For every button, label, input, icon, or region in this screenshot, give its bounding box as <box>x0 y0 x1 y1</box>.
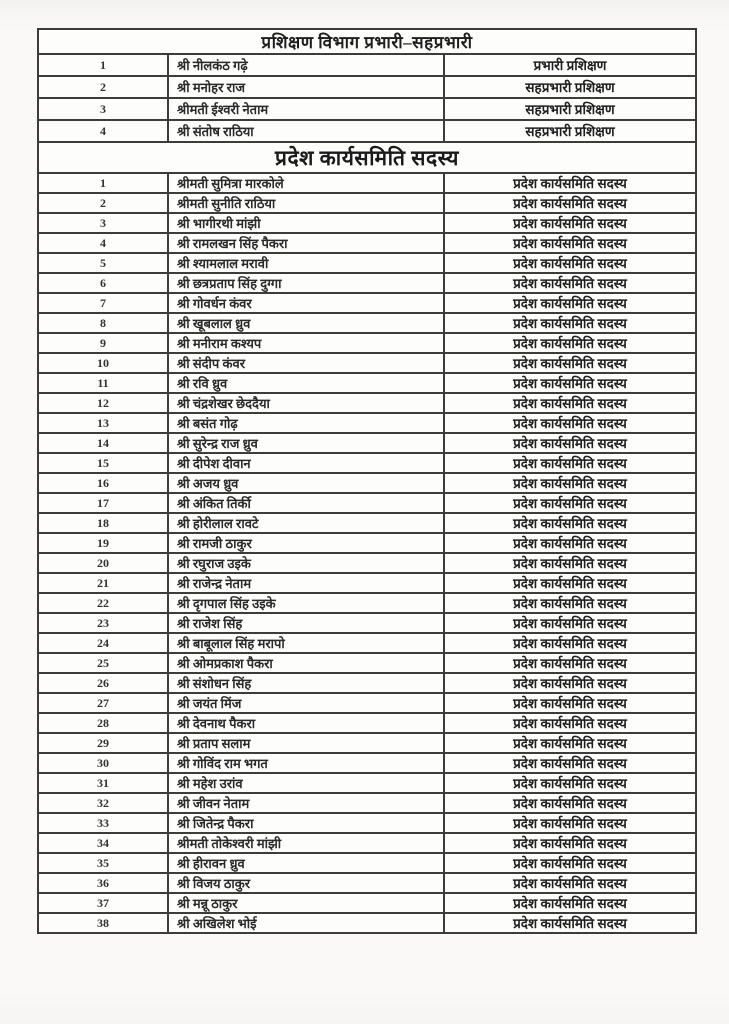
member-name: श्री खूबलाल ध्रुव <box>168 313 444 333</box>
serial-number: 3 <box>38 98 168 120</box>
serial-number: 38 <box>38 913 168 933</box>
member-name: श्री चंद्रशेखर छेददैया <box>168 393 444 413</box>
member-role: प्रदेश कार्यसमिति सदस्य <box>444 533 696 553</box>
member-role: प्रदेश कार्यसमिति सदस्य <box>444 653 696 673</box>
member-name: श्री संशोधन सिंह <box>168 673 444 693</box>
member-role: प्रदेश कार्यसमिति सदस्य <box>444 493 696 513</box>
table-row <box>38 313 696 333</box>
member-name: श्री भागीरथी मांझी <box>168 213 444 233</box>
serial-number: 8 <box>38 313 168 333</box>
member-name: श्री विजय ठाकुर <box>168 873 444 893</box>
member-name: श्री अंकित तिर्की <box>168 493 444 513</box>
member-name: श्री जयंत मिंज <box>168 693 444 713</box>
member-name: श्री होरीलाल रावटे <box>168 513 444 533</box>
serial-number: 2 <box>38 76 168 98</box>
member-name: श्री देवनाथ पैकरा <box>168 713 444 733</box>
serial-number: 20 <box>38 553 168 573</box>
serial-number: 11 <box>38 373 168 393</box>
roster-table <box>37 28 697 934</box>
serial-number: 3 <box>38 213 168 233</box>
member-name: श्री रवि ध्रुव <box>168 373 444 393</box>
member-name: श्री हीरावन ध्रुव <box>168 853 444 873</box>
table-row <box>38 893 696 913</box>
member-role: प्रदेश कार्यसमिति सदस्य <box>444 193 696 213</box>
table-row <box>38 98 696 120</box>
section1-header-row <box>38 29 696 54</box>
member-name: श्रीमती तोकेश्वरी मांझी <box>168 833 444 853</box>
member-name: श्री रामजी ठाकुर <box>168 533 444 553</box>
serial-number: 12 <box>38 393 168 413</box>
table-row <box>38 293 696 313</box>
table-row <box>38 533 696 553</box>
member-name: श्री ओमप्रकाश पैकरा <box>168 653 444 673</box>
section2-title: प्रदेश कार्यसमिति सदस्य <box>38 142 696 173</box>
member-role: प्रदेश कार्यसमिति सदस्य <box>444 793 696 813</box>
serial-number: 6 <box>38 273 168 293</box>
table-row <box>38 333 696 353</box>
member-name: श्री प्रताप सलाम <box>168 733 444 753</box>
serial-number: 35 <box>38 853 168 873</box>
member-role: प्रदेश कार्यसमिति सदस्य <box>444 393 696 413</box>
member-role: सहप्रभारी प्रशिक्षण <box>444 98 696 120</box>
table-row <box>38 553 696 573</box>
member-role: प्रदेश कार्यसमिति सदस्य <box>444 293 696 313</box>
member-name: श्री जीवन नेताम <box>168 793 444 813</box>
serial-number: 36 <box>38 873 168 893</box>
member-name: श्री रघुराज उइके <box>168 553 444 573</box>
member-role: प्रदेश कार्यसमिति सदस्य <box>444 173 696 193</box>
member-name: श्रीमती ईश्वरी नेताम <box>168 98 444 120</box>
serial-number: 22 <box>38 593 168 613</box>
member-role: प्रदेश कार्यसमिति सदस्य <box>444 573 696 593</box>
table-row <box>38 373 696 393</box>
serial-number: 21 <box>38 573 168 593</box>
member-role: प्रदेश कार्यसमिति सदस्य <box>444 753 696 773</box>
member-role: प्रदेश कार्यसमिति सदस्य <box>444 313 696 333</box>
member-role: प्रदेश कार्यसमिति सदस्य <box>444 513 696 533</box>
member-role: प्रदेश कार्यसमिति सदस्य <box>444 913 696 933</box>
member-role: प्रदेश कार्यसमिति सदस्य <box>444 853 696 873</box>
member-name: श्री राजेन्द्र नेताम <box>168 573 444 593</box>
member-role: प्रदेश कार्यसमिति सदस्य <box>444 893 696 913</box>
member-role: प्रदेश कार्यसमिति सदस्य <box>444 673 696 693</box>
serial-number: 30 <box>38 753 168 773</box>
member-name: श्री छत्रप्रताप सिंह दुग्गा <box>168 273 444 293</box>
table-row <box>38 613 696 633</box>
member-name: श्री बसंत गोढ़ <box>168 413 444 433</box>
training-department-section <box>38 29 696 142</box>
member-name: श्री मनोहर राज <box>168 76 444 98</box>
table-row <box>38 593 696 613</box>
member-name: श्री अजय ध्रुव <box>168 473 444 493</box>
member-role: प्रदेश कार्यसमिति सदस्य <box>444 733 696 753</box>
table-row <box>38 453 696 473</box>
table-row <box>38 493 696 513</box>
member-role: प्रदेश कार्यसमिति सदस्य <box>444 833 696 853</box>
member-name: श्री श्यामलाल मरावी <box>168 253 444 273</box>
serial-number: 16 <box>38 473 168 493</box>
member-role: प्रदेश कार्यसमिति सदस्य <box>444 413 696 433</box>
serial-number: 17 <box>38 493 168 513</box>
member-name: श्री सुरेन्द्र राज ध्रुव <box>168 433 444 453</box>
member-name: श्री गोविंद राम भगत <box>168 753 444 773</box>
table-row <box>38 713 696 733</box>
member-name: श्री रामलखन सिंह पैकरा <box>168 233 444 253</box>
serial-number: 28 <box>38 713 168 733</box>
serial-number: 31 <box>38 773 168 793</box>
member-role: प्रभारी प्रशिक्षण <box>444 54 696 76</box>
serial-number: 25 <box>38 653 168 673</box>
member-name: श्री मन्नू ठाकुर <box>168 893 444 913</box>
member-role: प्रदेश कार्यसमिति सदस्य <box>444 213 696 233</box>
table-row <box>38 753 696 773</box>
table-row <box>38 393 696 413</box>
member-role: प्रदेश कार्यसमिति सदस्य <box>444 713 696 733</box>
table-row <box>38 573 696 593</box>
table-row <box>38 653 696 673</box>
member-name: श्रीमती सुमित्रा मारकोले <box>168 173 444 193</box>
serial-number: 24 <box>38 633 168 653</box>
serial-number: 33 <box>38 813 168 833</box>
member-name: श्री नीलकंठ गढ़े <box>168 54 444 76</box>
member-name: श्री बाबूलाल सिंह मरापो <box>168 633 444 653</box>
section1-title: प्रशिक्षण विभाग प्रभारी–सहप्रभारी <box>38 29 696 54</box>
member-role: प्रदेश कार्यसमिति सदस्य <box>444 553 696 573</box>
serial-number: 18 <box>38 513 168 533</box>
serial-number: 27 <box>38 693 168 713</box>
member-name: श्री संतोष राठिया <box>168 120 444 142</box>
table-row <box>38 353 696 373</box>
member-role: प्रदेश कार्यसमिति सदस्य <box>444 233 696 253</box>
table-row <box>38 473 696 493</box>
table-row <box>38 913 696 933</box>
member-name: श्री दीपेश दीवान <box>168 453 444 473</box>
member-role: प्रदेश कार्यसमिति सदस्य <box>444 773 696 793</box>
member-role: प्रदेश कार्यसमिति सदस्य <box>444 433 696 453</box>
table-row <box>38 833 696 853</box>
member-role: सहप्रभारी प्रशिक्षण <box>444 120 696 142</box>
serial-number: 2 <box>38 193 168 213</box>
member-name: श्री गोवर्धन कंवर <box>168 293 444 313</box>
table-row <box>38 433 696 453</box>
serial-number: 4 <box>38 233 168 253</box>
member-role: प्रदेश कार्यसमिति सदस्य <box>444 453 696 473</box>
serial-number: 26 <box>38 673 168 693</box>
table-row <box>38 853 696 873</box>
member-name: श्री मनीराम कश्यप <box>168 333 444 353</box>
serial-number: 32 <box>38 793 168 813</box>
member-name: श्रीमती सुनीति राठिया <box>168 193 444 213</box>
member-name: श्री संदीप कंवर <box>168 353 444 373</box>
member-role: प्रदेश कार्यसमिति सदस्य <box>444 353 696 373</box>
table-row <box>38 413 696 433</box>
member-role: प्रदेश कार्यसमिति सदस्य <box>444 813 696 833</box>
table-row <box>38 273 696 293</box>
table-row <box>38 173 696 193</box>
serial-number: 34 <box>38 833 168 853</box>
member-name: श्री महेश उरांव <box>168 773 444 793</box>
table-row <box>38 120 696 142</box>
table-row <box>38 673 696 693</box>
table-row <box>38 733 696 753</box>
serial-number: 13 <box>38 413 168 433</box>
serial-number: 37 <box>38 893 168 913</box>
member-name: श्री राजेश सिंह <box>168 613 444 633</box>
serial-number: 14 <box>38 433 168 453</box>
member-role: प्रदेश कार्यसमिति सदस्य <box>444 693 696 713</box>
table-row <box>38 193 696 213</box>
table-row <box>38 253 696 273</box>
member-role: प्रदेश कार्यसमिति सदस्य <box>444 633 696 653</box>
table-row <box>38 693 696 713</box>
member-name: श्री दृगपाल सिंह उइके <box>168 593 444 613</box>
member-role: प्रदेश कार्यसमिति सदस्य <box>444 333 696 353</box>
member-role: प्रदेश कार्यसमिति सदस्य <box>444 273 696 293</box>
table-row <box>38 773 696 793</box>
table-row <box>38 213 696 233</box>
member-role: प्रदेश कार्यसमिति सदस्य <box>444 593 696 613</box>
serial-number: 7 <box>38 293 168 313</box>
state-working-committee-section <box>38 142 696 933</box>
table-row <box>38 813 696 833</box>
member-name: श्री जितेन्द्र पैकरा <box>168 813 444 833</box>
member-role: प्रदेश कार्यसमिति सदस्य <box>444 473 696 493</box>
serial-number: 1 <box>38 173 168 193</box>
serial-number: 19 <box>38 533 168 553</box>
member-name: श्री अखिलेश भोई <box>168 913 444 933</box>
member-role: प्रदेश कार्यसमिति सदस्य <box>444 613 696 633</box>
table-row <box>38 513 696 533</box>
serial-number: 1 <box>38 54 168 76</box>
table-row <box>38 793 696 813</box>
table-row <box>38 54 696 76</box>
section2-header-row <box>38 142 696 173</box>
table-row <box>38 633 696 653</box>
table-row <box>38 233 696 253</box>
serial-number: 10 <box>38 353 168 373</box>
serial-number: 9 <box>38 333 168 353</box>
table-row <box>38 873 696 893</box>
serial-number: 23 <box>38 613 168 633</box>
serial-number: 15 <box>38 453 168 473</box>
serial-number: 4 <box>38 120 168 142</box>
table-row <box>38 76 696 98</box>
member-role: सहप्रभारी प्रशिक्षण <box>444 76 696 98</box>
serial-number: 5 <box>38 253 168 273</box>
member-role: प्रदेश कार्यसमिति सदस्य <box>444 873 696 893</box>
member-role: प्रदेश कार्यसमिति सदस्य <box>444 373 696 393</box>
member-role: प्रदेश कार्यसमिति सदस्य <box>444 253 696 273</box>
serial-number: 29 <box>38 733 168 753</box>
